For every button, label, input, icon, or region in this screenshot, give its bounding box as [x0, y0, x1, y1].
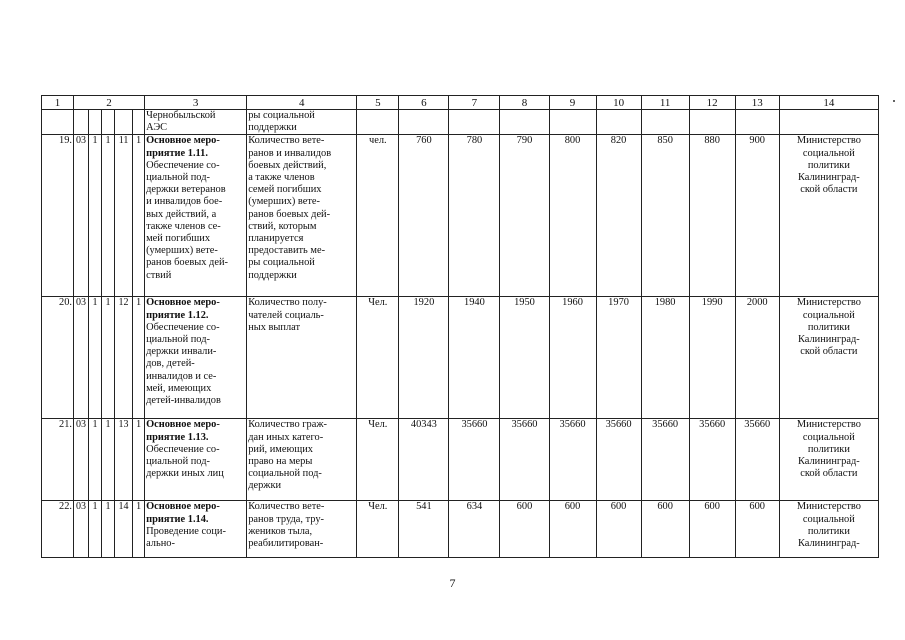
code-cell: 1: [89, 501, 102, 558]
page-number: 7: [449, 576, 456, 590]
code-cell: 1: [102, 135, 115, 297]
indicators-table: [41, 95, 879, 558]
cont-indicator-cell: ры социальной поддержки: [247, 110, 357, 135]
code-cell: 1: [102, 297, 115, 419]
code-cell: 1: [102, 419, 115, 501]
value-cell: 600: [735, 501, 779, 558]
value-cell: 35660: [641, 419, 689, 501]
code-cell: 12: [115, 297, 133, 419]
measure-title: Основное меро- приятие 1.12.: [146, 297, 220, 321]
measure-name-cell: [145, 297, 247, 419]
table-row: [42, 419, 879, 501]
value-cell: 35660: [735, 419, 779, 501]
measure-name-cell: [145, 501, 247, 558]
measure-description: Обеспечение со- циальной под- держки инвали- дов, детей- инвалидов и се- мей, имеющих детей-инвалидов: [146, 321, 221, 407]
responsible-cell: Министерство социальной политики Калининград-: [779, 501, 878, 558]
value-cell: 35660: [449, 419, 500, 501]
measure-title: Основное меро- приятие 1.11.: [146, 135, 220, 159]
value-cell: 1950: [500, 297, 549, 419]
value-cell: 780: [449, 135, 500, 297]
code-cell: 11: [115, 135, 133, 297]
indicator-cell: Количество вете- ранов и инвалидов боевых действий, а также членов семей погибших (умерших) вете- ранов боевых дей- ствий, которым планируется предоставить ме- ры социальной поддержки: [247, 135, 357, 297]
value-cell: 1980: [641, 297, 689, 419]
unit-cell: чел.: [357, 135, 399, 297]
value-cell: 790: [500, 135, 549, 297]
code-cell: 1: [133, 297, 145, 419]
row-number: 20.: [42, 297, 74, 419]
value-cell: 1970: [596, 297, 641, 419]
row-number: 21.: [42, 419, 74, 501]
unit-cell: Чел.: [357, 419, 399, 501]
value-cell: 820: [596, 135, 641, 297]
value-cell: 880: [689, 135, 735, 297]
code-cell: 1: [89, 135, 102, 297]
value-cell: 850: [641, 135, 689, 297]
unit-cell: Чел.: [357, 297, 399, 419]
header-cell: 12: [689, 96, 735, 110]
measure-description: Обеспечение со- циальной под- держки иных лиц: [146, 443, 224, 480]
value-cell: 600: [689, 501, 735, 558]
header-row: [42, 96, 879, 110]
header-cell: 4: [247, 96, 357, 110]
measure-description: Обеспечение со- циальной под- держки ветеранов и инвалидов бое- вых действий, а также членов се- мей погибших (умерших) вете- ранов боевых дей- ствий: [146, 159, 228, 281]
value-cell: 1940: [449, 297, 500, 419]
value-cell: 760: [399, 135, 449, 297]
value-cell: 900: [735, 135, 779, 297]
responsible-cell: Министерство социальной политики Калининград- ской области: [779, 419, 878, 501]
indicator-cell: Количество полу- чателей социаль- ных выплат: [247, 297, 357, 419]
code-cell: 1: [133, 419, 145, 501]
value-cell: 35660: [549, 419, 596, 501]
measure-title: Основное меро- приятие 1.13.: [146, 419, 220, 443]
code-cell: 03: [74, 419, 89, 501]
code-cell: 1: [133, 135, 145, 297]
header-cell: 5: [357, 96, 399, 110]
value-cell: 35660: [689, 419, 735, 501]
code-cell: 14: [115, 501, 133, 558]
code-cell: 03: [74, 297, 89, 419]
header-cell: 3: [145, 96, 247, 110]
code-cell: 03: [74, 135, 89, 297]
header-cell: 14: [779, 96, 878, 110]
value-cell: 541: [399, 501, 449, 558]
header-cell: 1: [42, 96, 74, 110]
header-cell: 8: [500, 96, 549, 110]
value-cell: 800: [549, 135, 596, 297]
measure-description: Проведение соци- ально-: [146, 525, 226, 550]
value-cell: 600: [596, 501, 641, 558]
responsible-cell: Министерство социальной политики Калининград- ской области: [779, 135, 878, 297]
header-cell: 7: [449, 96, 500, 110]
value-cell: 40343: [399, 419, 449, 501]
header-cell: 9: [549, 96, 596, 110]
value-cell: 2000: [735, 297, 779, 419]
cont-name-cell: Чернобыльской АЭС: [145, 110, 247, 135]
code-cell: 1: [89, 297, 102, 419]
code-cell: 1: [89, 419, 102, 501]
value-cell: 35660: [596, 419, 641, 501]
value-cell: 600: [500, 501, 549, 558]
value-cell: 1990: [689, 297, 735, 419]
value-cell: 634: [449, 501, 500, 558]
code-cell: 13: [115, 419, 133, 501]
header-cell: 11: [641, 96, 689, 110]
header-cell: 13: [735, 96, 779, 110]
responsible-cell: Министерство социальной политики Калининград- ской области: [779, 297, 878, 419]
table-row: [42, 501, 879, 558]
code-cell: 1: [133, 501, 145, 558]
indicator-cell: Количество граж- дан иных катего- рий, имеющих право на меры социальной под- держки: [247, 419, 357, 501]
value-cell: 600: [641, 501, 689, 558]
indicator-cell: Количество вете- ранов труда, тру- жеников тыла, реабилитирован-: [247, 501, 357, 558]
header-cell: 6: [399, 96, 449, 110]
value-cell: 600: [549, 501, 596, 558]
value-cell: 1920: [399, 297, 449, 419]
value-cell: 1960: [549, 297, 596, 419]
unit-cell: Чел.: [357, 501, 399, 558]
measure-name-cell: [145, 419, 247, 501]
header-cell: 10: [596, 96, 641, 110]
table-row: [42, 297, 879, 419]
measure-title: Основное меро- приятие 1.14.: [146, 501, 220, 525]
header-cell: 2: [74, 96, 145, 110]
value-cell: 35660: [500, 419, 549, 501]
code-cell: 1: [102, 501, 115, 558]
continuation-row: [42, 110, 879, 135]
code-cell: 03: [74, 501, 89, 558]
measure-name-cell: [145, 135, 247, 297]
row-number: 22.: [42, 501, 74, 558]
row-number: 19.: [42, 135, 74, 297]
stray-dot: [893, 100, 895, 102]
table-row: [42, 135, 879, 297]
